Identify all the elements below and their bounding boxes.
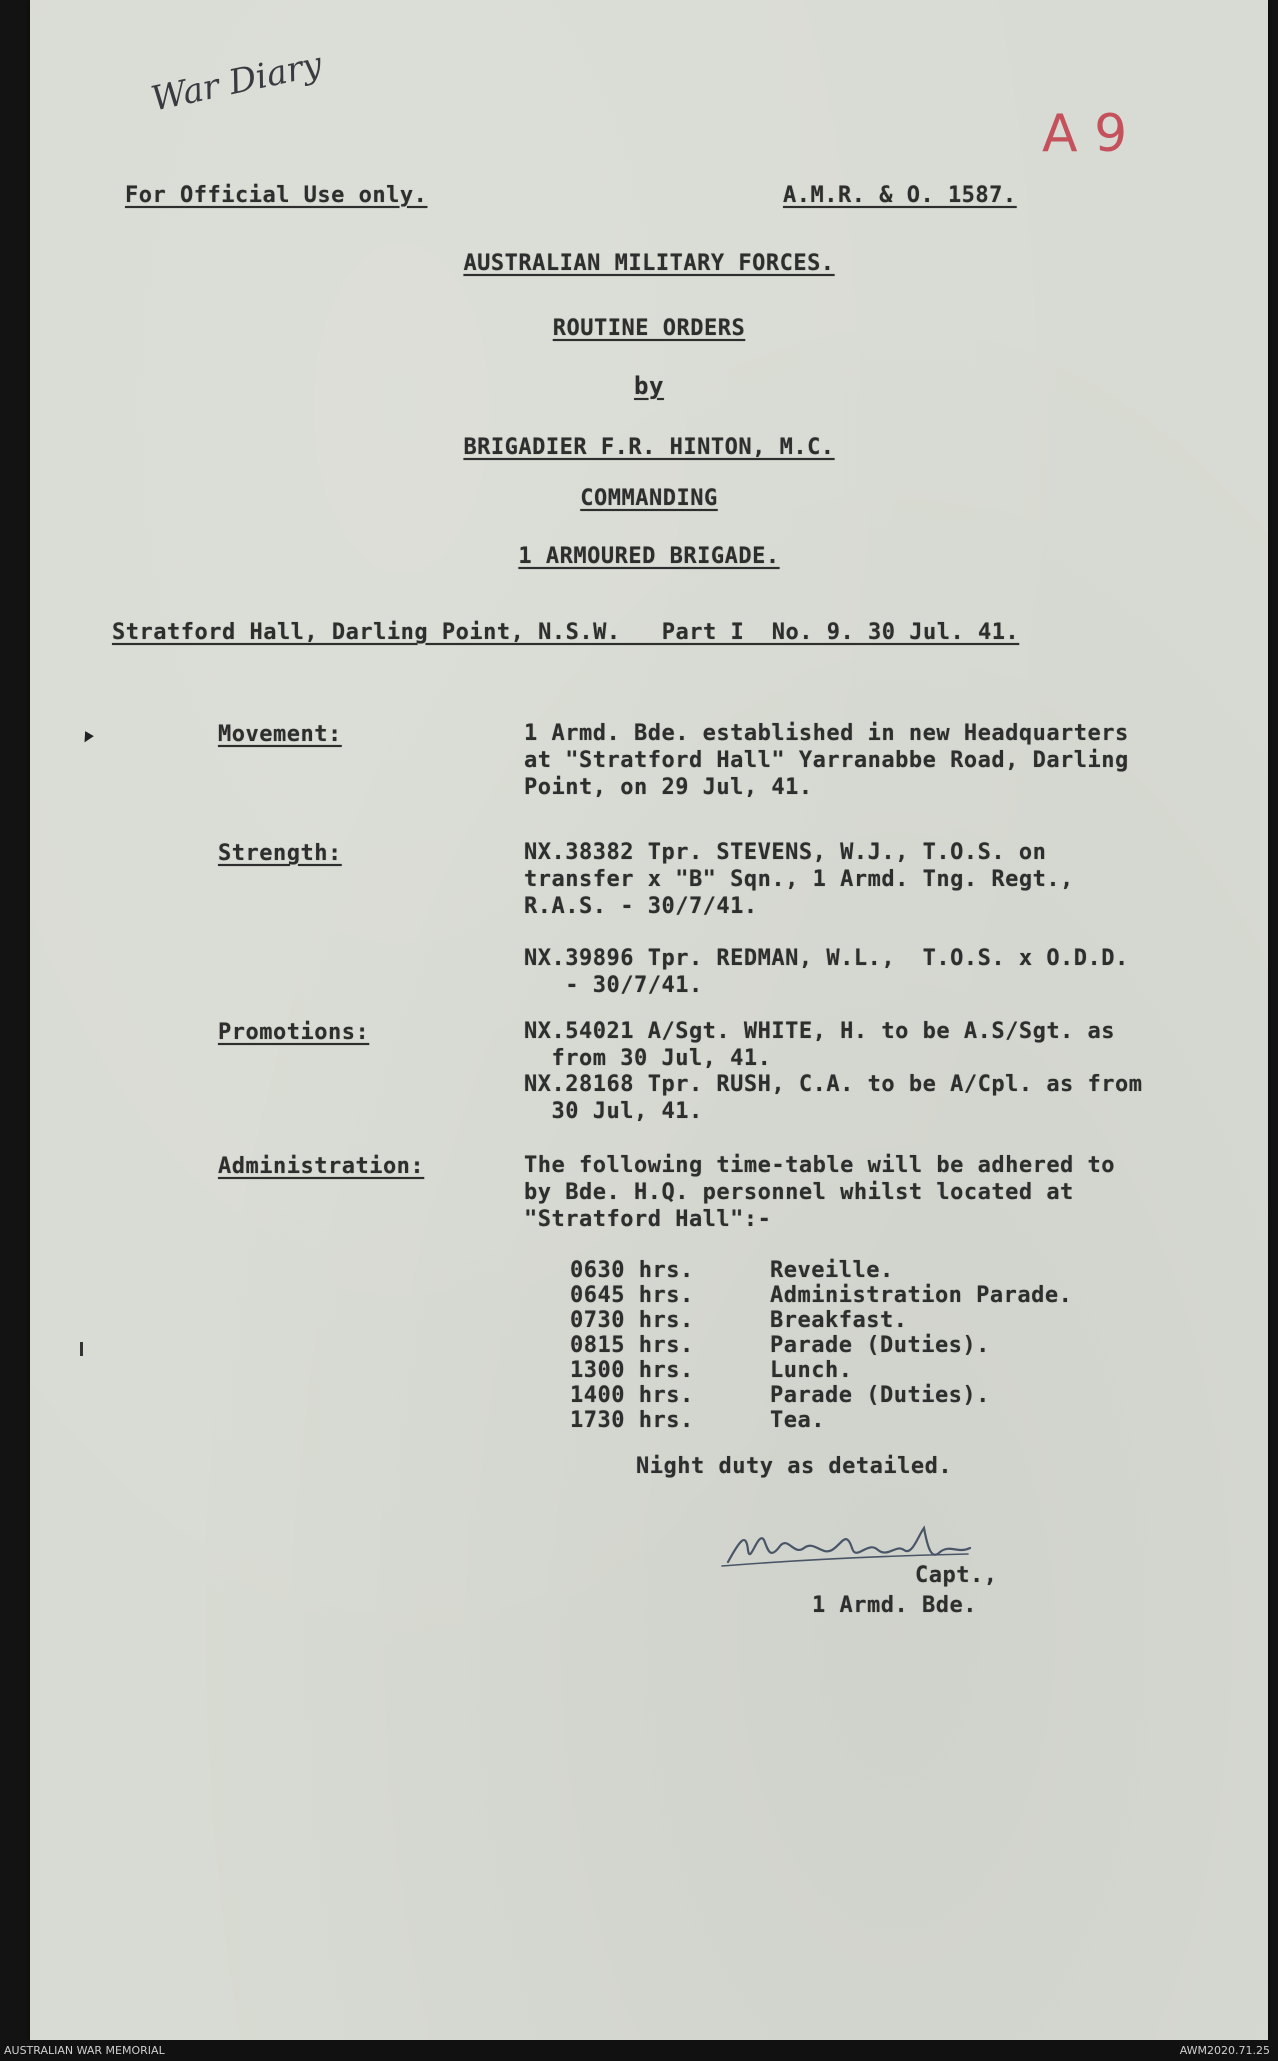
brigade-line: 1 ARMOURED BRIGADE. <box>518 544 780 569</box>
folio-number: A 9 <box>1042 104 1128 164</box>
by-line: by <box>634 372 664 400</box>
text-line: NX.28168 Tpr. RUSH, C.A. to be A/Cpl. as from <box>524 1072 1143 1097</box>
administration-text <box>524 1152 1115 1233</box>
text-line: "Stratford Hall":- <box>524 1207 772 1232</box>
time-cell: 0730 hrs. <box>570 1308 694 1333</box>
promotion-entry-1 <box>524 1018 1115 1072</box>
war-diary-annotation: War Diary <box>147 44 326 120</box>
text-line: NX.54021 A/Sgt. WHITE, H. to be A.S/Sgt. as <box>524 1019 1116 1044</box>
night-duty-note: Night duty as detailed. <box>636 1454 953 1479</box>
archive-footer <box>0 2040 1278 2061</box>
forces-title: AUSTRALIAN MILITARY FORCES. <box>463 251 835 276</box>
movement-text <box>524 720 1129 801</box>
text-line: by Bde. H.Q. personnel whilst located at <box>524 1180 1074 1205</box>
strength-entry-1 <box>524 839 1074 920</box>
event-cell: Reveille. <box>770 1258 894 1283</box>
text-line: 1 Armd. Bde. established in new Headquarters <box>524 721 1129 746</box>
promotions-heading: Promotions: <box>218 1020 370 1045</box>
archive-reference: AWM2020.71.25 <box>1179 2044 1270 2057</box>
margin-tick <box>80 1342 83 1356</box>
margin-mark <box>80 731 94 745</box>
dateline: Stratford Hall, Darling Point, N.S.W. Part I No. 9. 30 Jul. 41. <box>112 620 1020 645</box>
strength-entry-2 <box>524 945 1129 999</box>
event-cell: Lunch. <box>770 1358 853 1383</box>
promotion-entry-2 <box>524 1071 1143 1125</box>
text-line: - 30/7/41. <box>524 973 703 998</box>
text-line: Point, on 29 Jul, 41. <box>524 775 813 800</box>
movement-heading: Movement: <box>218 722 342 747</box>
event-cell: Parade (Duties). <box>770 1383 990 1408</box>
time-cell: 0645 hrs. <box>570 1283 694 1308</box>
event-cell: Breakfast. <box>770 1308 908 1333</box>
event-cell: Administration Parade. <box>770 1283 1073 1308</box>
time-cell: 1300 hrs. <box>570 1358 694 1383</box>
order-reference: A.M.R. & O. 1587. <box>783 183 1017 208</box>
document-page <box>30 0 1268 2040</box>
text-line: The following time-table will be adhered to <box>524 1153 1116 1178</box>
archive-name: AUSTRALIAN WAR MEMORIAL <box>4 2044 165 2057</box>
time-cell: 0815 hrs. <box>570 1333 694 1358</box>
signatory-unit: 1 Armd. Bde. <box>812 1593 977 1618</box>
text-line: transfer x "B" Sqn., 1 Armd. Tng. Regt., <box>524 867 1074 892</box>
text-line: NX.39896 Tpr. REDMAN, W.L., T.O.S. x O.D.D. <box>524 946 1129 971</box>
commanding-line: COMMANDING <box>580 486 718 511</box>
routine-orders-title: ROUTINE ORDERS <box>552 316 746 341</box>
text-line: R.A.S. - 30/7/41. <box>524 894 758 919</box>
administration-heading: Administration: <box>218 1154 425 1179</box>
official-use-heading: For Official Use only. <box>125 183 428 208</box>
text-line: NX.38382 Tpr. STEVENS, W.J., T.O.S. on <box>524 840 1047 865</box>
text-line: from 30 Jul, 41. <box>524 1046 772 1071</box>
time-cell: 1730 hrs. <box>570 1408 694 1433</box>
strength-heading: Strength: <box>218 841 342 866</box>
text-line: at "Stratford Hall" Yarranabbe Road, Darling <box>524 748 1129 773</box>
event-cell: Parade (Duties). <box>770 1333 990 1358</box>
time-cell: 1400 hrs. <box>570 1383 694 1408</box>
time-cell: 0630 hrs. <box>570 1258 694 1283</box>
commander-name: BRIGADIER F.R. HINTON, M.C. <box>463 435 835 460</box>
text-line: 30 Jul, 41. <box>524 1099 703 1124</box>
event-cell: Tea. <box>770 1408 825 1433</box>
signatory-rank: Capt., <box>915 1563 998 1588</box>
